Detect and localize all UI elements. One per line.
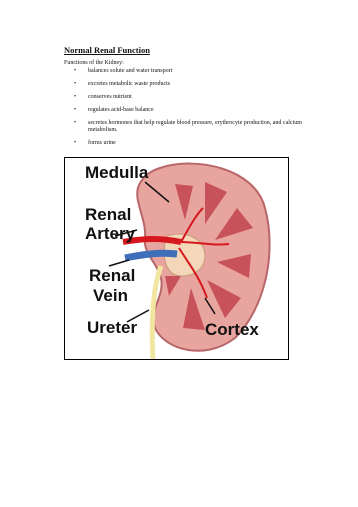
- bullet-icon: •: [74, 120, 77, 126]
- renal-vein-label-line1: Renal: [89, 266, 136, 285]
- list-item: [64, 68, 304, 75]
- kidney-functions-list: [64, 68, 304, 153]
- medulla-label: Medulla: [85, 163, 149, 182]
- kidney-diagram-figure: [64, 157, 289, 360]
- list-item: [64, 81, 304, 88]
- kidney-illustration: [65, 158, 289, 360]
- renal-artery-label-line2: Artery: [85, 224, 136, 243]
- list-item-text: secretes hormones that help regulate blood pressure, erythrocyte production, and calcium metabolism.: [88, 120, 302, 133]
- bullet-icon: •: [74, 140, 77, 146]
- list-item: [64, 107, 304, 114]
- list-item-text: forms urine: [88, 140, 116, 146]
- ureter-label: Ureter: [87, 318, 138, 337]
- list-item: [64, 140, 304, 147]
- bullet-icon: •: [74, 68, 77, 74]
- bullet-icon: •: [74, 81, 77, 87]
- list-item-text: conserves nutrient: [88, 94, 132, 100]
- list-item-text: regulates acid-base balance: [88, 107, 154, 113]
- list-item-text: excretes metabolic waste products: [88, 81, 171, 87]
- list-item: [64, 120, 304, 134]
- cortex-label: Cortex: [205, 320, 259, 339]
- page-title: Normal Renal Function: [64, 45, 150, 55]
- bullet-icon: •: [74, 94, 77, 100]
- section-subtitle: Functions of the Kidney:: [64, 60, 124, 66]
- bullet-icon: •: [74, 107, 77, 113]
- list-item: [64, 94, 304, 101]
- renal-artery-label-line1: Renal: [85, 205, 132, 224]
- renal-vein-label-line2: Vein: [93, 286, 128, 305]
- list-item-text: balances solute and water transport: [88, 68, 173, 74]
